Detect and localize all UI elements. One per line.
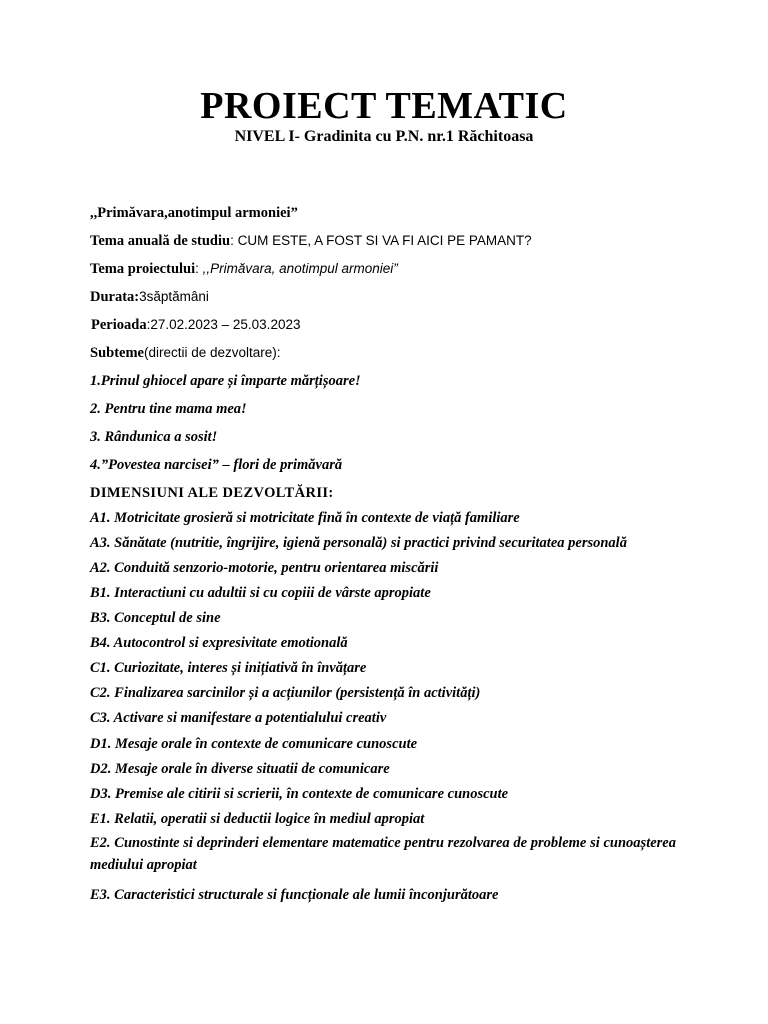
duration-line: [90, 288, 690, 306]
dimension-item-e2: E2. Cunostinte si deprinderi elementare matematice pentru rezolvarea de probleme si cunoașterea mediului apropiat: [90, 835, 676, 873]
dimension-item: B3. Conceptul de sine: [90, 610, 221, 626]
dimension-item: D2. Mesaje orale în diverse situatii de comunicare: [90, 761, 390, 777]
subthemes-line: [90, 344, 690, 362]
document-subtitle: NIVEL I- Gradinita cu P.N. nr.1 Răchitoasa: [234, 128, 534, 145]
dimension-item: E1. Relatii, operatii si deductii logice în mediul apropiat: [90, 811, 425, 827]
subtheme-item: 2. Pentru tine mama mea!: [90, 401, 247, 417]
dimension-item: D1. Mesaje orale în contexte de comunicare cunoscute: [90, 736, 418, 752]
duration-label: Durata:: [90, 289, 140, 305]
dimension-item: A2. Conduită senzorio-motorie, pentru orientarea miscării: [90, 560, 439, 576]
dimension-item: C1. Curiozitate, interes și inițiativă în învățare: [90, 660, 367, 676]
dimension-item: B1. Interactiuni cu adultii si cu copiii de vârste apropiate: [90, 585, 431, 601]
dimension-item: B4. Autocontrol si expresivitate emotională: [90, 635, 348, 651]
subtheme-item: 4.”Povestea narcisei” – flori de primăvară: [90, 457, 343, 473]
dimension-item-e3: E3. Caracteristici structurale si funcționale ale lumii înconjurătoare: [90, 887, 499, 903]
subtheme-item: 3. Rândunica a sosit!: [90, 429, 218, 445]
subthemes-label: Subteme: [90, 345, 144, 361]
subtheme-item: 1.Prinul ghiocel apare și împarte mărțișoare!: [90, 373, 361, 389]
project-theme-colon: :: [195, 261, 203, 276]
duration-value: 3săptămâni: [139, 289, 209, 304]
annual-theme-value: : CUM ESTE, A FOST SI VA FI AICI PE PAMANT?: [230, 233, 532, 248]
period-label: Perioada: [91, 317, 147, 333]
subthemes-value: (directii de dezvoltare):: [143, 345, 281, 360]
dimension-item: A1. Motricitate grosieră si motricitate fină în contexte de viață familiare: [90, 510, 520, 526]
dimension-item: C3. Activare si manifestare a potentialului creativ: [90, 710, 387, 726]
period-line: [91, 316, 691, 334]
dimensions-heading: DIMENSIUNI ALE DEZVOLTĂRII:: [90, 485, 334, 501]
project-theme-value: ,,Primăvara, anotimpul armoniei”: [202, 261, 398, 276]
annual-theme-label: Tema anuală de studiu: [90, 233, 231, 249]
annual-theme-line: [90, 232, 690, 250]
motto-line: ,,Primăvara,anotimpul armoniei”: [90, 205, 298, 221]
project-theme-label: Tema proiectului: [90, 261, 196, 277]
dimension-item: C2. Finalizarea sarcinilor și a acțiunilor (persistență în activități): [90, 685, 481, 701]
document-title: PROIECT TEMATIC: [200, 85, 568, 127]
dimension-item: A3. Sănătate (nutritie, îngrijire, igienă personală) si practici privind securitatea personală: [90, 535, 627, 551]
dimension-item: D3. Premise ale citirii si scrierii, în contexte de comunicare cunoscute: [90, 786, 509, 802]
project-theme-line: [90, 260, 690, 278]
period-value: :27.02.2023 – 25.03.2023: [146, 317, 301, 332]
